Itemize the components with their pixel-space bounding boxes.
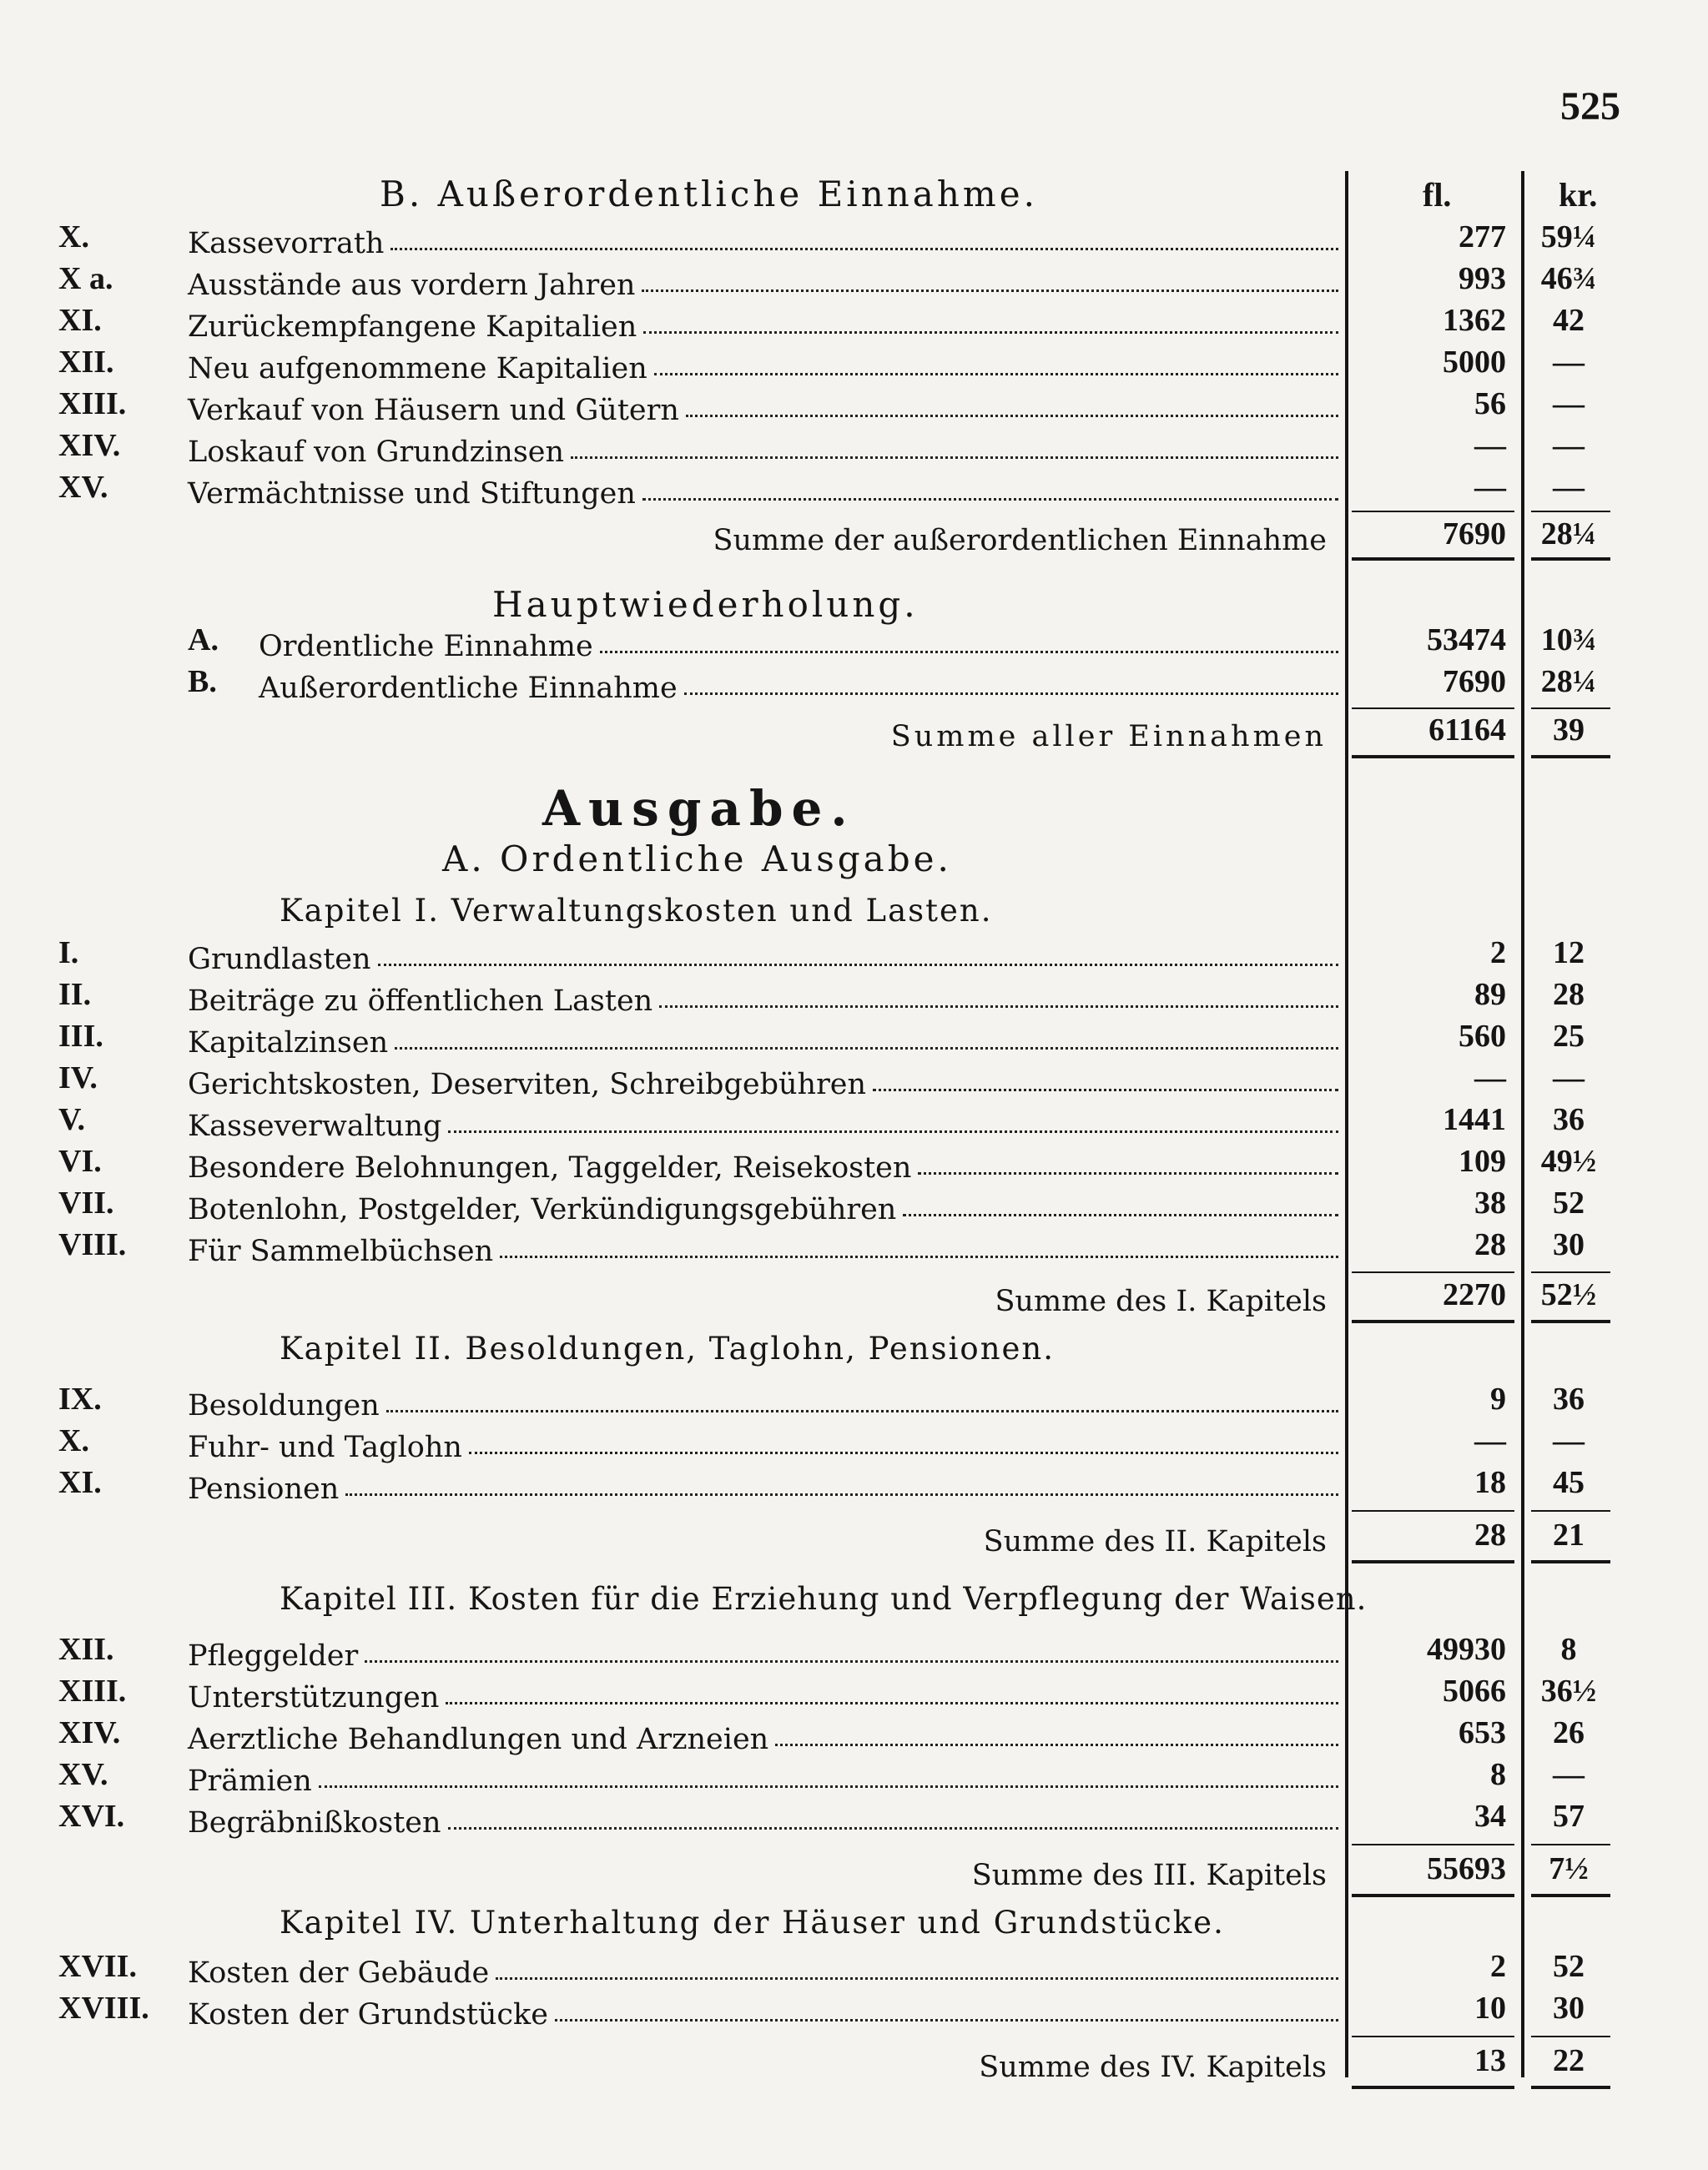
kr-value: 25 [1553, 1019, 1585, 1054]
fl-total: 61164 [1428, 712, 1506, 748]
dot-leader [684, 692, 1338, 695]
table-row [0, 622, 1708, 663]
sum-rule [1352, 707, 1514, 709]
table-row [0, 1948, 1708, 1990]
row-number: III. [58, 1019, 103, 1054]
table-row [0, 1464, 1708, 1506]
kr-value: 28 [1553, 977, 1585, 1012]
row-label [188, 1948, 1343, 1990]
row-number: XIII. [58, 1674, 127, 1709]
row-label-text: Kassevorrath [188, 227, 385, 260]
sum-label [188, 712, 1343, 753]
dot-leader [446, 1702, 1338, 1704]
kr-value: — [1553, 1757, 1585, 1792]
row-label-text: Zurückempfangene Kapitalien [188, 310, 637, 344]
dot-leader [319, 1785, 1338, 1788]
fl-value: 993 [1459, 261, 1506, 296]
sum-rule [1352, 511, 1514, 512]
kr-value: 42 [1553, 303, 1585, 338]
row-label-text: Kasseverwaltung [188, 1110, 442, 1143]
kr-value: 12 [1553, 935, 1585, 970]
dot-leader [642, 498, 1338, 501]
total-rule [1352, 1560, 1514, 1563]
row-label [188, 260, 1343, 302]
column-header-fl: fl. [1423, 176, 1452, 214]
total-rule [1352, 1894, 1514, 1897]
fl-value: 49930 [1427, 1632, 1506, 1667]
fl-total: 2270 [1443, 1277, 1506, 1312]
kr-total: 39 [1553, 712, 1585, 748]
dot-leader [448, 1827, 1338, 1830]
fl-value: 56 [1474, 386, 1506, 421]
row-label [188, 1101, 1343, 1143]
kr-value: — [1553, 428, 1585, 463]
row-number: X. [58, 219, 89, 254]
row-label [188, 1990, 1343, 2032]
total-rule [1531, 1320, 1610, 1323]
kr-value: — [1553, 470, 1585, 505]
row-number: XIII. [58, 386, 127, 421]
table-row [0, 1143, 1708, 1185]
table-row [0, 219, 1708, 260]
dot-leader [571, 456, 1338, 459]
row-label-text: Verkauf von Häusern und Gütern [188, 394, 679, 427]
row-label [188, 1798, 1343, 1840]
total-rule [1352, 755, 1514, 758]
fl-value: 1362 [1443, 303, 1506, 338]
row-number: XIV. [58, 428, 121, 463]
sum-label-text: Summe des IV. Kapitels [979, 2051, 1327, 2084]
row-number: B. [188, 664, 217, 699]
sum-row [0, 516, 1708, 557]
dot-leader [600, 651, 1338, 653]
sum-label-text: Summe des I. Kapitels [995, 1285, 1327, 1318]
row-label [188, 469, 1343, 511]
row-label [188, 934, 1343, 976]
row-number: XII. [58, 1632, 114, 1667]
fl-value: 1441 [1443, 1102, 1506, 1137]
section-title: B. Außerordentliche Einnahme. [380, 174, 1038, 214]
row-label [188, 1422, 1343, 1464]
table-row [0, 1714, 1708, 1756]
row-label [188, 344, 1343, 385]
kr-value: — [1553, 386, 1585, 421]
row-label-text: Besoldungen [188, 1389, 380, 1422]
row-number: X. [58, 1423, 89, 1458]
table-row [0, 1226, 1708, 1268]
sum-rule [1531, 2036, 1610, 2037]
table-row [0, 344, 1708, 385]
chapter-title: Kapitel IV. Unterhaltung der Häuser und Grundstücke. [280, 1905, 1225, 1941]
table-row [0, 1798, 1708, 1840]
row-number: IV. [58, 1060, 98, 1095]
sum-rule [1531, 511, 1610, 512]
kr-value: 28¼ [1540, 664, 1597, 699]
fl-value: 8 [1490, 1757, 1506, 1792]
kr-value: 49½ [1540, 1144, 1597, 1179]
row-number: XV. [58, 1757, 108, 1792]
ausgabe-subtitle: A. Ordentliche Ausgabe. [442, 838, 952, 879]
row-label [188, 1464, 1343, 1506]
table-row [0, 1381, 1708, 1422]
chapter-title: Kapitel I. Verwaltungskosten und Lasten. [280, 893, 993, 929]
sum-rule [1531, 707, 1610, 709]
kr-total: 52½ [1540, 1277, 1597, 1312]
row-label-text: Loskauf von Grundzinsen [188, 436, 565, 469]
row-number: XI. [58, 1465, 102, 1500]
dot-leader [873, 1089, 1338, 1091]
row-number: X a. [58, 261, 113, 296]
row-label [188, 1714, 1343, 1756]
sum-rule [1352, 1844, 1514, 1845]
row-label [188, 1018, 1343, 1060]
row-label [188, 1185, 1343, 1226]
table-row [0, 302, 1708, 344]
dot-leader [659, 1005, 1338, 1008]
fl-value: 653 [1459, 1715, 1506, 1750]
table-row [0, 1673, 1708, 1714]
row-number: IX. [58, 1382, 102, 1417]
row-number: XVI. [58, 1799, 125, 1834]
row-number: VIII. [58, 1227, 127, 1262]
fl-value: 2 [1490, 935, 1506, 970]
table-row [0, 1185, 1708, 1226]
fl-value: 560 [1459, 1019, 1506, 1054]
row-label [188, 1226, 1343, 1268]
fl-value: 7690 [1443, 664, 1506, 699]
table-row [0, 1422, 1708, 1464]
row-label-text: Pensionen [188, 1473, 340, 1506]
row-number: II. [58, 977, 92, 1012]
dot-leader [500, 1256, 1338, 1258]
row-label-text: Begräbnißkosten [188, 1806, 441, 1840]
total-rule [1352, 1320, 1514, 1323]
dot-leader [386, 1410, 1338, 1412]
dot-leader [469, 1452, 1338, 1454]
dot-leader [378, 964, 1338, 966]
row-label [188, 1673, 1343, 1714]
sum-label-text: Summe des III. Kapitels [971, 1859, 1327, 1892]
table-row [0, 1990, 1708, 2032]
sum-label [188, 1850, 1343, 1892]
sum-label-text: Summe des II. Kapitels [983, 1525, 1327, 1558]
dot-leader [555, 2019, 1338, 2021]
fl-total: 28 [1474, 1518, 1506, 1553]
row-number: XVII. [58, 1949, 137, 1984]
table-row [0, 1756, 1708, 1798]
row-label-text: Besondere Belohnungen, Taggelder, Reisekosten [188, 1151, 912, 1185]
dot-leader [643, 331, 1338, 334]
kr-value: 46¾ [1540, 261, 1597, 296]
row-label-text: Außerordentliche Einnahme [259, 672, 678, 705]
total-rule [1352, 2086, 1514, 2089]
row-number: XVIII. [58, 1991, 149, 2026]
table-row [0, 1060, 1708, 1101]
chapter-title: Kapitel II. Besoldungen, Taglohn, Pensionen. [280, 1331, 1056, 1367]
fl-value: 89 [1474, 977, 1506, 1012]
row-label [188, 1143, 1343, 1185]
dot-leader [918, 1172, 1338, 1175]
row-number: A. [188, 622, 219, 657]
dot-leader [448, 1130, 1338, 1133]
row-number: VII. [58, 1186, 114, 1221]
row-label-text: Pfleggelder [188, 1639, 359, 1673]
sum-rule [1531, 1271, 1610, 1273]
sum-label-text: Summe aller Einnahmen [890, 720, 1327, 753]
dot-leader [390, 248, 1338, 250]
fl-total: 13 [1474, 2043, 1506, 2078]
dot-leader [365, 1660, 1338, 1663]
sum-rule [1352, 1510, 1514, 1512]
sum-label [188, 516, 1343, 557]
row-label-text: Ordentliche Einnahme [259, 630, 593, 663]
row-label-text: Ausstände aus vordern Jahren [188, 269, 636, 302]
kr-value: — [1553, 345, 1585, 380]
kr-value: — [1553, 1423, 1585, 1458]
sum-label [188, 1517, 1343, 1558]
row-label [259, 622, 1343, 663]
row-label [188, 219, 1343, 260]
kr-value: 36½ [1540, 1674, 1597, 1709]
row-label-text: Fuhr- und Taglohn [188, 1431, 462, 1464]
fl-value: 5066 [1443, 1674, 1506, 1709]
table-row [0, 385, 1708, 427]
row-label [188, 1381, 1343, 1422]
row-number: XV. [58, 470, 108, 505]
total-rule [1531, 1894, 1610, 1897]
row-number: V. [58, 1102, 86, 1137]
dot-leader [654, 373, 1338, 375]
row-number: XI. [58, 303, 102, 338]
sum-row [0, 712, 1708, 753]
total-rule [1352, 557, 1514, 561]
sum-label-text: Summe der außerordentlichen Einnahme [713, 524, 1327, 557]
sum-row [0, 1517, 1708, 1558]
row-label [188, 302, 1343, 344]
row-number: XII. [58, 345, 114, 380]
fl-value: 2 [1490, 1949, 1506, 1984]
fl-value: 277 [1459, 219, 1506, 254]
kr-value: — [1553, 1060, 1585, 1095]
page-number: 525 [1560, 84, 1620, 128]
fl-value: 109 [1459, 1144, 1506, 1179]
row-label [259, 663, 1343, 705]
dot-leader [775, 1744, 1338, 1746]
ausgabe-heading: Ausgabe. [542, 780, 856, 837]
dot-leader [903, 1214, 1338, 1216]
total-rule [1531, 557, 1610, 561]
row-label-text: Aerztliche Behandlungen und Arzneien [188, 1723, 769, 1756]
fl-value: 53474 [1427, 622, 1506, 657]
row-number: I. [58, 935, 79, 970]
dot-leader [686, 415, 1338, 417]
kr-value: 59¼ [1540, 219, 1597, 254]
fl-value: 18 [1474, 1465, 1506, 1500]
dot-leader [345, 1493, 1338, 1496]
table-row [0, 1101, 1708, 1143]
kr-value: 10¾ [1540, 622, 1597, 657]
fl-value: — [1474, 1060, 1506, 1095]
fl-value: — [1474, 428, 1506, 463]
row-label [188, 1060, 1343, 1101]
row-label-text: Gerichtskosten, Deserviten, Schreibgebühren [188, 1068, 867, 1101]
row-label [188, 976, 1343, 1018]
sum-row [0, 1850, 1708, 1892]
sum-row [0, 1276, 1708, 1318]
fl-value: — [1474, 470, 1506, 505]
fl-value: 5000 [1443, 345, 1506, 380]
kr-value: 8 [1560, 1632, 1577, 1667]
row-label [188, 427, 1343, 469]
row-label-text: Neu aufgenommene Kapitalien [188, 352, 647, 385]
fl-value: — [1474, 1423, 1506, 1458]
fl-value: 38 [1474, 1186, 1506, 1221]
fl-total: 55693 [1427, 1851, 1506, 1886]
row-label-text: Kapitalzinsen [188, 1026, 389, 1060]
row-number: XIV. [58, 1715, 121, 1750]
sum-label [188, 2042, 1343, 2084]
kr-total: 28¼ [1540, 516, 1597, 551]
sum-label [188, 1276, 1343, 1318]
kr-value: 36 [1553, 1102, 1585, 1137]
total-rule [1531, 1560, 1610, 1563]
kr-value: 36 [1553, 1382, 1585, 1417]
row-label-text: Prämien [188, 1765, 312, 1798]
row-label-text: Kosten der Gebäude [188, 1956, 490, 1990]
kr-value: 45 [1553, 1465, 1585, 1500]
fl-total: 7690 [1443, 516, 1506, 551]
row-label-text: Unterstützungen [188, 1681, 440, 1714]
table-row [0, 663, 1708, 705]
row-label-text: Beiträge zu öffentlichen Lasten [188, 984, 653, 1018]
kr-value: 52 [1553, 1949, 1585, 1984]
kr-total: 21 [1553, 1518, 1585, 1553]
row-label-text: Vermächtnisse und Stiftungen [188, 477, 636, 511]
sum-rule [1352, 1271, 1514, 1273]
table-row [0, 1631, 1708, 1673]
row-label [188, 1756, 1343, 1798]
recap-title: Hauptwiederholung. [492, 584, 919, 625]
total-rule [1531, 2086, 1610, 2089]
total-rule [1531, 755, 1610, 758]
table-row [0, 976, 1708, 1018]
row-label-text: Botenlohn, Postgelder, Verkündigungsgebühren [188, 1193, 897, 1226]
table-row [0, 934, 1708, 976]
fl-value: 9 [1490, 1382, 1506, 1417]
sum-rule [1531, 1844, 1610, 1845]
fl-value: 10 [1474, 1991, 1506, 2026]
chapter-title: Kapitel III. Kosten für die Erziehung und Verpflegung der Waisen. [280, 1581, 1368, 1617]
column-header-kr: kr. [1559, 176, 1598, 214]
row-label-text: Für Sammelbüchsen [188, 1235, 494, 1268]
table-row [0, 1018, 1708, 1060]
dot-leader [395, 1047, 1338, 1050]
kr-total: 7½ [1549, 1851, 1589, 1886]
fl-value: 34 [1474, 1799, 1506, 1834]
table-row [0, 260, 1708, 302]
fl-value: 28 [1474, 1227, 1506, 1262]
sum-rule [1531, 1510, 1610, 1512]
dot-leader [642, 290, 1338, 292]
kr-value: 26 [1553, 1715, 1585, 1750]
kr-value: 57 [1553, 1799, 1585, 1834]
kr-value: 30 [1553, 1227, 1585, 1262]
kr-value: 30 [1553, 1991, 1585, 2026]
row-label-text: Grundlasten [188, 943, 371, 976]
table-row [0, 469, 1708, 511]
dot-leader [496, 1977, 1338, 1980]
row-label [188, 1631, 1343, 1673]
sum-row [0, 2042, 1708, 2084]
table-row [0, 427, 1708, 469]
row-label-text: Kosten der Grundstücke [188, 1998, 548, 2032]
kr-total: 22 [1553, 2043, 1585, 2078]
kr-value: 52 [1553, 1186, 1585, 1221]
sum-rule [1352, 2036, 1514, 2037]
row-label [188, 385, 1343, 427]
row-number: VI. [58, 1144, 102, 1179]
